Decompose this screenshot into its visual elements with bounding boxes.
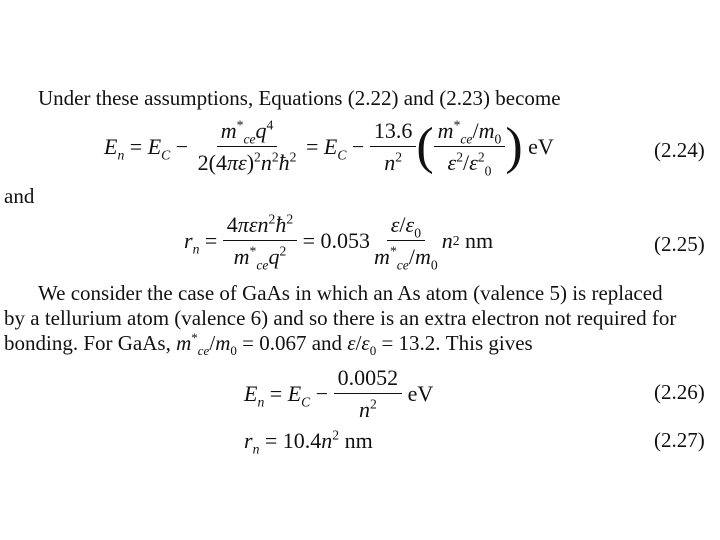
eq225-fraction-2: $\frac{\varepsilon/\varepsilon_0}{m^*_{ce}/m_0}$ [374, 212, 438, 273]
eq227-unit: nm [344, 428, 373, 453]
paragraph-line-2: by a tellurium atom (valence 6) and so there is an extra electron not required for [4, 306, 677, 330]
eq226-number: (2.26) [654, 380, 705, 404]
eq225-fraction-1: $\frac{4\pi\varepsilon n^2ħ^2}{m^*_{ce}q^2}$ [223, 212, 297, 270]
eq227-constant: 10.4 [282, 428, 322, 453]
paragraph-line-3: bonding. For GaAs, $m^*_{ce}/m_0 = 0.067$ and $\varepsilon/\varepsilon_0 = 13.2$. This gives [4, 330, 533, 359]
eq224-fraction-2: $\frac{13.6}{n^2}$ [370, 118, 417, 176]
equation-2-26: $E_n$ = $E_C$ − $\frac{0.0052}{n^2}$ eV [244, 365, 434, 422]
eq226-unit: eV [407, 381, 434, 406]
equation-2-25: $r_n$ = $\frac{4\pi\varepsilon n^2ħ^2}{m^*_{ce}q^2}$ = 0.053 $\frac{\varepsilon/\varepsilon_0}{m^*_{ce}/m_0}$ n 2 nm [184, 211, 494, 273]
equation-2-27: $r_n = 10.4n^2$ nm [244, 427, 373, 457]
eq224-unit: eV [528, 134, 554, 159]
eq227-number: (2.27) [654, 428, 705, 452]
connector-text: and [4, 184, 35, 208]
eq224-fraction-1: $\frac{m^*_{ce}q^4}{2(4\pi\varepsilon)^2n^2ħ^2}$ [197, 117, 297, 175]
eq225-number: (2.25) [654, 232, 705, 256]
equation-2-24: $E_n = E_C$ − $\frac{m^*_{ce}q^4}{2(4\pi\varepsilon)^2n^2ħ^2}$ = $E_C$ − $\frac{13.6}{n^2}$ ( $\frac{m^*_{ce}/m_0}{\varepsilon^2/\varepsilon^2_0}$ ) eV [104, 117, 554, 179]
eq224-number: (2.24) [654, 138, 705, 162]
eq225-unit: nm [465, 228, 494, 253]
eq226-fraction: $\frac{0.0052}{n^2}$ [334, 365, 403, 423]
intro-text: Under these assumptions, Equations (2.22) and (2.23) become [38, 86, 561, 110]
eq224-fraction-3: $\frac{m^*_{ce}/m_0}{\varepsilon^2/\varepsilon^2_0}$ [434, 118, 506, 176]
eq225-constant: 0.053 [320, 228, 371, 253]
paragraph-line-1: We consider the case of GaAs in which an As atom (valence 5) is replaced [38, 281, 663, 305]
